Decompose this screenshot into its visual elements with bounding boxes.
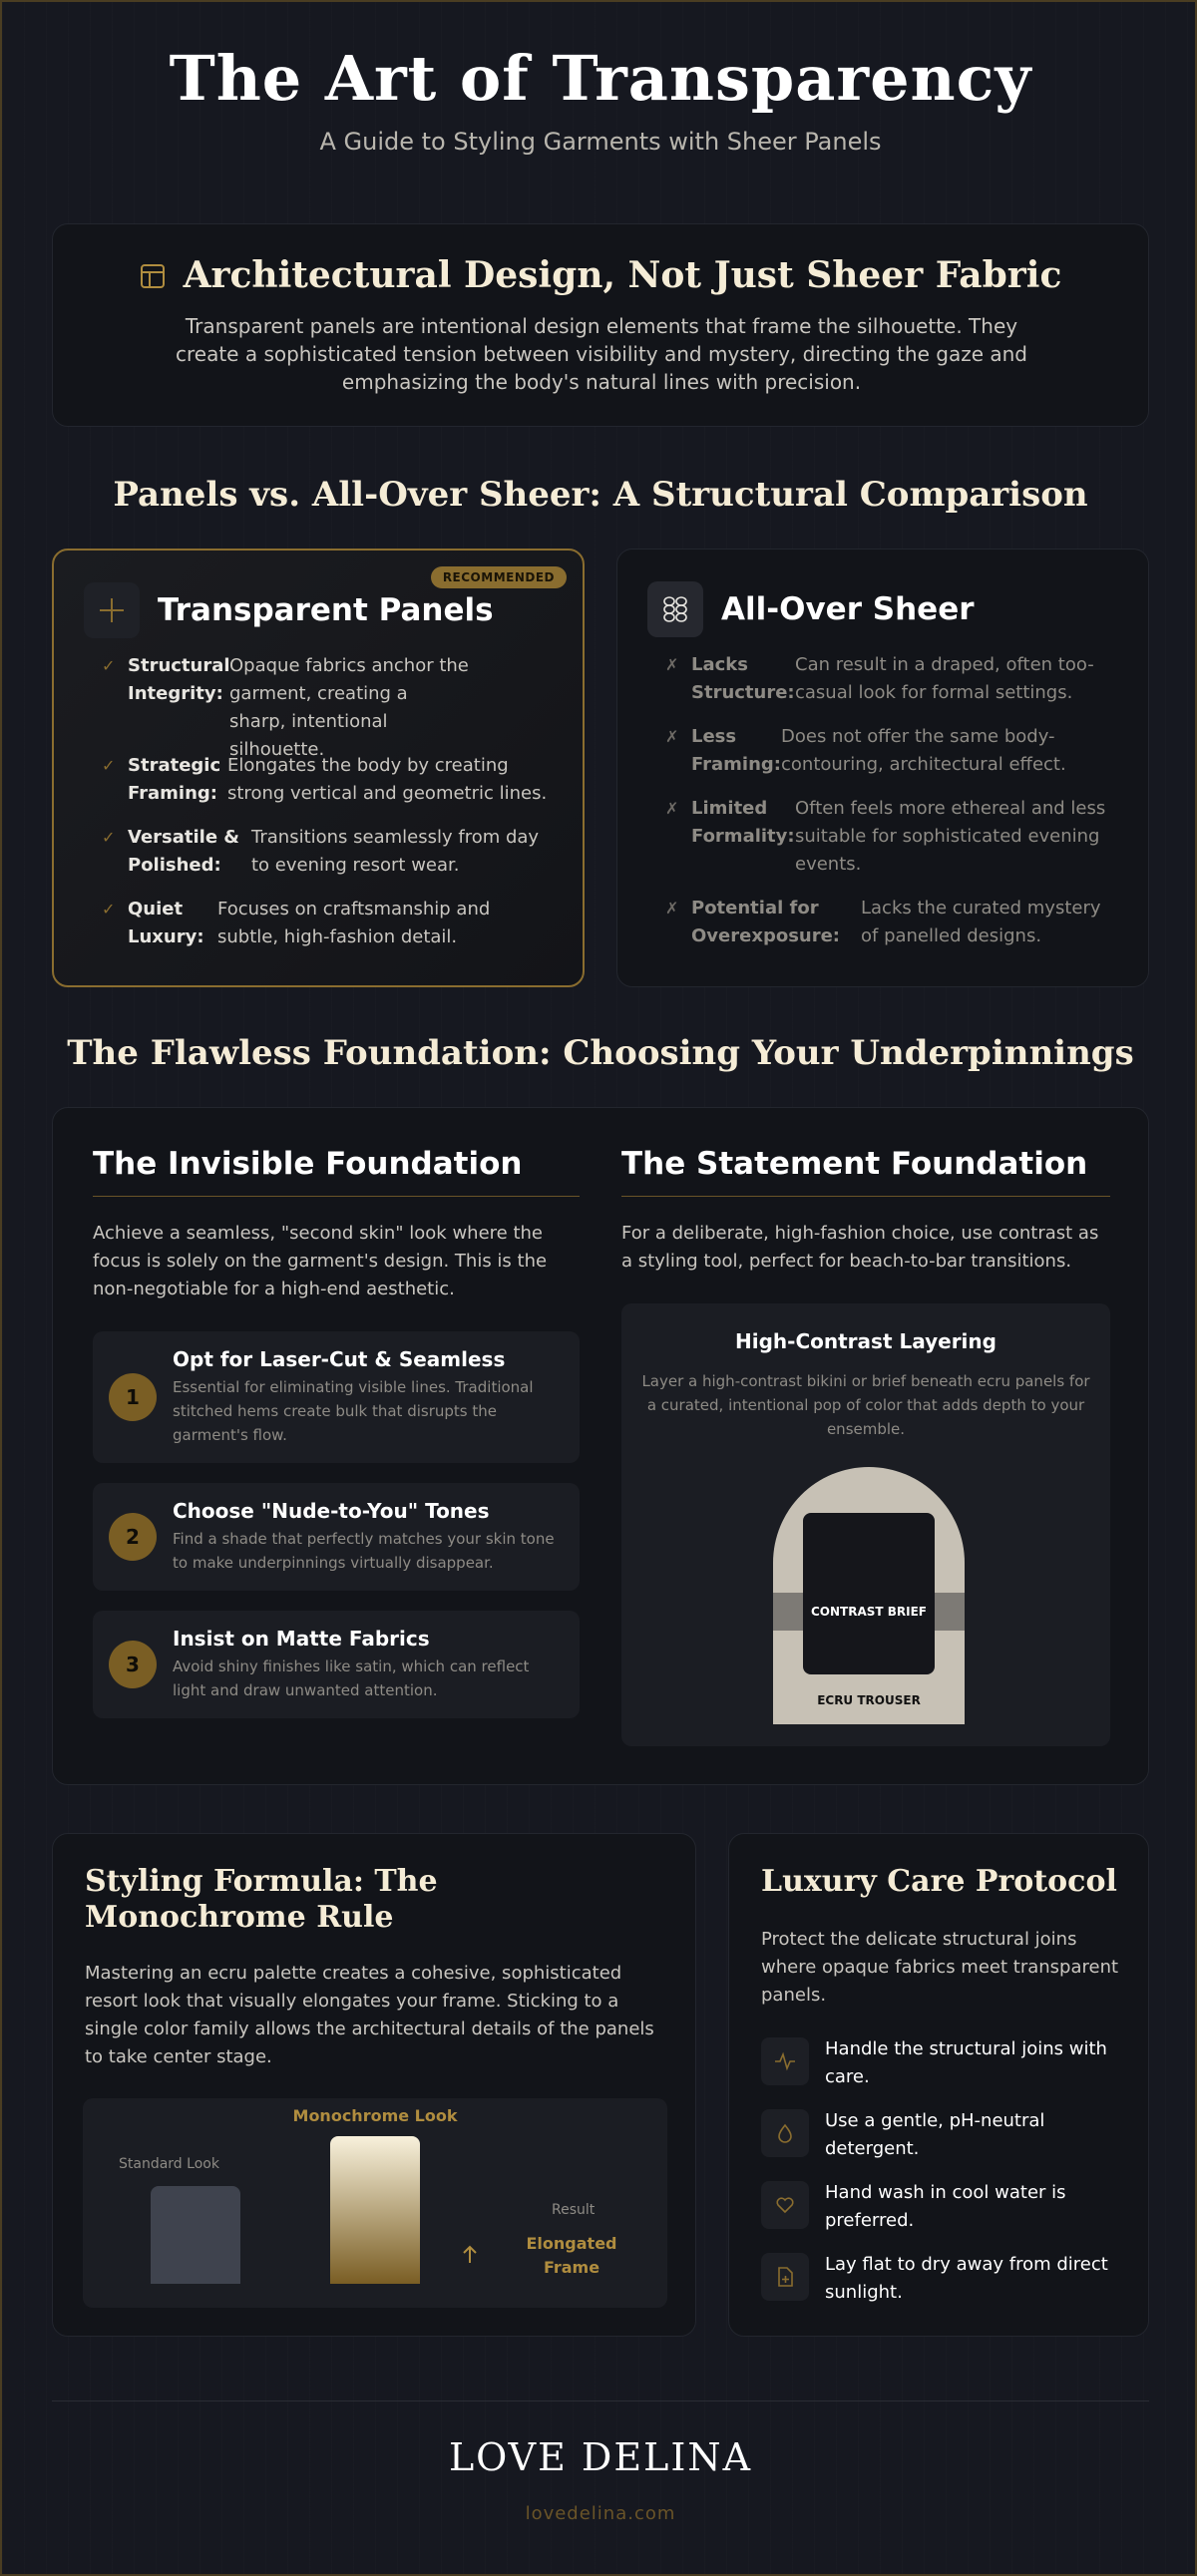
step-title: Choose "Nude-to-You" Tones — [173, 1499, 490, 1523]
care-title: Luxury Care Protocol — [761, 1864, 1117, 1899]
statement-foundation-title: The Statement Foundation — [621, 1146, 1088, 1182]
check-icon: ✓ — [102, 828, 116, 847]
statement-foundation-body: For a deliberate, high-fashion choice, use contrast as a styling tool, perfect for beach-to-bar transitions. — [621, 1223, 1099, 1272]
pulse-icon — [761, 2037, 809, 2085]
footer-divider — [52, 2400, 1149, 2401]
care-body: Protect the delicate structural joins where opaque fabrics meet transparent panels. — [761, 1929, 1119, 2006]
check-icon: ✓ — [102, 756, 116, 775]
list-item — [93, 1331, 580, 1463]
list-item: ✓ Quiet Luxury: Focuses on craftsmanship and subtle, high-fashion detail. — [102, 896, 497, 951]
step-number: 2 — [109, 1513, 157, 1561]
step-title: Opt for Laser-Cut & Seamless — [173, 1347, 506, 1371]
standard-look-figure — [151, 2186, 240, 2284]
list-item: ✓ Strategic Framing: Elongates the body by creating strong vertical and geometric lines. — [102, 752, 557, 808]
list-item: ✗ Lacks Structure: Can result in a draped, often too-casual look for formal settings. — [665, 651, 1114, 707]
monochrome-look-figure — [330, 2136, 420, 2284]
contrast-brief-label: CONTRAST BRIEF — [810, 1605, 928, 1619]
transparent-panels-title: Transparent Panels — [158, 592, 494, 628]
cross-icon: ✗ — [665, 655, 679, 674]
ecru-trouser-label: ECRU TROUSER — [817, 1693, 921, 1707]
arrow-up-icon — [462, 2244, 478, 2264]
check-icon: ✓ — [102, 900, 116, 919]
list-item: ✗ Less Framing: Does not offer the same body-contouring, architectural effect. — [665, 723, 1110, 779]
check-icon: ✓ — [102, 656, 116, 675]
recommended-badge: RECOMMENDED — [431, 566, 567, 588]
list-item: ✓ Structural Integrity: Opaque fabrics anchor the garment, creating a sharp, intentional silhouette. — [102, 652, 469, 764]
monochrome-comparison — [83, 2098, 667, 2308]
cross-icon: ✗ — [665, 899, 679, 918]
step-text: Find a shade that perfectly matches your skin tone to make underpinnings virtually disappear. — [173, 1530, 555, 1572]
care-panel — [728, 1833, 1149, 2337]
list-item — [93, 1483, 580, 1591]
monochrome-panel — [52, 1833, 696, 2337]
step-title: Insist on Matte Fabrics — [173, 1627, 430, 1651]
page-title: The Art of Transparency — [169, 42, 1032, 115]
cross-icon: ✗ — [665, 727, 679, 746]
divider — [621, 1196, 1110, 1197]
standard-look-label: Standard Look — [119, 2156, 219, 2172]
all-over-sheer-title: All-Over Sheer — [721, 591, 975, 627]
intro-body: Transparent panels are intentional design elements that frame the silhouette. They create a sophisticated tension between visibility and mystery, directing the gaze and emphasizing the body's natural lines with precision. — [175, 314, 1027, 394]
layout-icon — [140, 263, 166, 289]
list-item: Handle the structural joins with care. — [761, 2037, 1130, 2097]
monochrome-look-label: Monochrome Look — [292, 2106, 458, 2125]
result-label: Result — [552, 2202, 596, 2218]
foundation-panel — [52, 1107, 1149, 1785]
step-number: 1 — [109, 1373, 157, 1421]
transparent-panels-card — [52, 549, 585, 987]
website-link[interactable]: lovedelina.com — [525, 2503, 676, 2524]
list-item: ✗ Potential for Overexposure: Lacks the curated mystery of panelled designs. — [665, 895, 1120, 950]
step-text: Essential for eliminating visible lines. Traditional stitched hems create bulk that disrupts the garment's flow. — [173, 1378, 534, 1444]
all-over-sheer-card — [616, 549, 1149, 987]
layers-icon — [647, 581, 703, 637]
brand-logo: LOVE DELINA — [448, 2435, 753, 2479]
file-plus-icon — [761, 2253, 809, 2301]
invisible-foundation-title: The Invisible Foundation — [93, 1146, 523, 1182]
list-item: ✓ Versatile & Polished: Transitions seamlessly from day to evening resort wear. — [102, 824, 551, 880]
contrast-illustration — [771, 1465, 967, 1724]
monochrome-title: Styling Formula: The Monochrome Rule — [85, 1864, 438, 1935]
result-value: Elongated Frame — [526, 2234, 617, 2277]
list-item: ✗ Limited Formality: Often feels more ethereal and less suitable for sophisticated evening events. — [665, 795, 1124, 879]
contrast-layering-text: Layer a high-contrast bikini or brief beneath ecru panels for a curated, intentional pop of color that adds depth to your ensemble. — [641, 1372, 1090, 1438]
intro-heading: Architectural Design, Not Just Sheer Fabric — [183, 254, 1062, 296]
page-subtitle: A Guide to Styling Garments with Sheer Panels — [319, 128, 882, 156]
contrast-layering-title: High-Contrast Layering — [735, 1329, 997, 1353]
invisible-foundation-body: Achieve a seamless, "second skin" look where the focus is solely on the garment's design. This is the non-negotiable for a high-end aesthetic. — [93, 1223, 548, 1299]
plus-icon — [84, 582, 140, 638]
contrast-layering-card — [621, 1303, 1110, 1746]
step-number: 3 — [109, 1641, 157, 1688]
intro-heading-row — [53, 254, 1148, 296]
cross-icon: ✗ — [665, 799, 679, 818]
comparison-title: Panels vs. All-Over Sheer: A Structural Comparison — [113, 475, 1088, 515]
list-item: Use a gentle, pH-neutral detergent. — [761, 2109, 1130, 2169]
monochrome-body: Mastering an ecru palette creates a cohesive, sophisticated resort look that visually elongates your frame. Sticking to a single color family allows the architectural details of the panels to take center stage. — [85, 1963, 654, 2067]
list-item: Lay flat to dry away from direct sunlight. — [761, 2253, 1130, 2313]
divider — [93, 1196, 580, 1197]
list-item — [93, 1611, 580, 1718]
droplet-icon — [761, 2109, 809, 2157]
heart-hand-icon — [761, 2181, 809, 2229]
list-item: Hand wash in cool water is preferred. — [761, 2181, 1130, 2241]
foundation-title: The Flawless Foundation: Choosing Your Underpinnings — [67, 1033, 1134, 1073]
step-text: Avoid shiny finishes like satin, which can reflect light and draw unwanted attention. — [173, 1657, 530, 1699]
intro-panel — [52, 223, 1149, 427]
